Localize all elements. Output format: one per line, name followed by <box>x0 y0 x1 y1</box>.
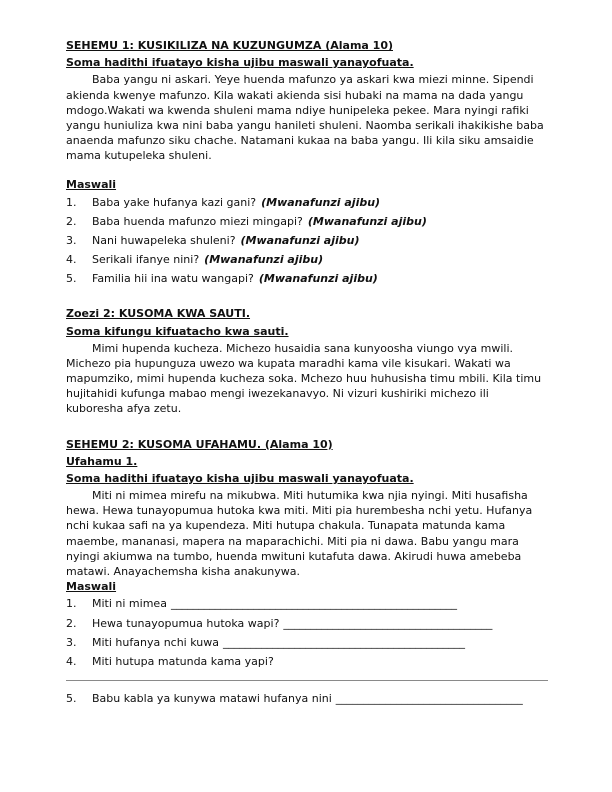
question-text <box>92 233 548 248</box>
sehemu2-subtitle: Ufahamu 1. <box>66 454 138 468</box>
sehemu1-question-list <box>66 195 548 287</box>
question-text <box>92 616 548 631</box>
question-body: Familia hii ina watu wangapi? <box>92 272 254 286</box>
question-text <box>92 271 548 286</box>
question-row <box>66 271 548 286</box>
question-row <box>66 252 548 267</box>
question-body: Hewa tunayopumua hutoka wapi? <box>92 616 280 630</box>
sehemu2-maswali-label: Maswali <box>66 580 117 594</box>
answer-blank: __________________________________ <box>335 692 523 706</box>
question-text <box>92 654 548 669</box>
answer-note: (Mwanafunzi ajibu) <box>261 195 381 209</box>
question-row <box>66 233 548 248</box>
sehemu1-instruction: Soma hadithi ifuatayo kisha ujibu maswali yanayofuata. <box>66 56 414 70</box>
section-sehemu1 <box>66 38 548 286</box>
question-row <box>66 635 548 650</box>
question-row <box>66 654 548 669</box>
question-body: Nani huwapeleka shuleni? <box>92 233 236 247</box>
question-row <box>66 195 548 210</box>
question-body: Miti hutupa matunda kama yapi? <box>92 654 274 668</box>
question-number: 2. <box>66 214 77 228</box>
answer-line <box>66 673 548 681</box>
question-number: 1. <box>66 195 77 209</box>
sehemu2-title: SEHEMU 2: KUSOMA UFAHAMU. (Alama 10) <box>66 437 333 451</box>
section-sehemu2 <box>66 437 548 707</box>
sehemu1-passage: Baba yangu ni askari. Yeye huenda mafunzo ya askari kwa miezi minne. Sipendi akienda kwenye mafunzo. Kila wakati akienda sisi hubaki na mama na dada yangu mdogo.Wakati wa kwenda shuleni mama ndiye hunipeleka pekee. Mara nyingi rafiki yangu huniuliza kwa nini baba yangu hanileti shuleni. Naomba serikali ihakikishe baba anaenda mafunzo siku chache. Natamani kukaa na baba yangu. Ili kila siku amsaidie mama kutupeleka shuleni. <box>66 73 544 163</box>
question-body: Baba huenda mafunzo miezi mingapi? <box>92 214 303 228</box>
question-number: 3. <box>66 233 77 247</box>
question-body: Babu kabla ya kunywa matawi hufanya nini <box>92 692 332 706</box>
question-body: Miti ni mimea <box>92 597 167 611</box>
zoezi2-instruction: Soma kifungu kifuatacho kwa sauti. <box>66 324 289 338</box>
question-text <box>92 252 548 267</box>
question-row <box>66 214 548 229</box>
question-body: Serikali ifanye nini? <box>92 253 200 267</box>
question-body: Miti hufanya nchi kuwa <box>92 635 219 649</box>
sehemu2-question-list <box>66 596 548 706</box>
sehemu2-passage: Miti ni mimea mirefu na mikubwa. Miti hutumika kwa njia nyingi. Miti husafisha hewa. Hewa tunayopumua hutoka kwa miti. Miti pia hurembesha nchi yetu. Hufanya nchi kukaa safi na ya kupendeza. Miti hutupa chakula. Tunapata matunda kama maembe, mananasi, mapera na maparachichi. Miti pia ni dawa. Babu yangu mara nyingi akiumwa na tumbo, huenda mwituni kutafuta dawa. Akirudi huwa amebeba matawi. Anayachemsha kisha anakunywa. <box>66 489 533 578</box>
answer-note: (Mwanafunzi ajibu) <box>307 214 427 228</box>
answer-note: (Mwanafunzi ajibu) <box>240 233 360 247</box>
answer-blank: ____________________________________________________ <box>170 597 457 611</box>
section-zoezi2 <box>66 306 548 416</box>
question-text <box>92 635 548 650</box>
question-body: Baba yake hufanya kazi gani? <box>92 195 257 209</box>
question-number: 5. <box>66 692 77 706</box>
question-number: 4. <box>66 654 77 668</box>
zoezi2-title: Zoezi 2: KUSOMA KWA SAUTI. <box>66 307 251 321</box>
answer-blank: ____________________________________________ <box>222 635 465 649</box>
question-row <box>66 616 548 631</box>
answer-note: (Mwanafunzi ajibu) <box>204 253 324 267</box>
question-number: 4. <box>66 253 77 267</box>
answer-blank: ______________________________________ <box>283 616 493 630</box>
question-number: 5. <box>66 272 77 286</box>
question-number: 1. <box>66 597 77 611</box>
question-text <box>92 691 548 706</box>
question-row <box>66 596 548 611</box>
question-row <box>66 691 548 706</box>
sehemu1-title: SEHEMU 1: KUSIKILIZA NA KUZUNGUMZA (Alama 10) <box>66 39 393 52</box>
question-text <box>92 214 548 229</box>
sehemu1-maswali-label: Maswali <box>66 178 117 192</box>
question-text <box>92 195 548 210</box>
question-text <box>92 596 548 611</box>
question-number: 2. <box>66 616 77 630</box>
sehemu2-instruction: Soma hadithi ifuatayo kisha ujibu maswali yanayofuata. <box>66 471 414 485</box>
question-number: 3. <box>66 635 77 649</box>
answer-note: (Mwanafunzi ajibu) <box>258 272 378 286</box>
zoezi2-passage: Mimi hupenda kucheza. Michezo husaidia sana kunyoosha viungo vya mwili. Michezo pia hupunguza uwezo wa kupata maradhi kama vile kisukari. Wakati wa mapumziko, mimi hupenda kucheza soka. Mchezo huu huhusisha timu mbili. Kila timu hujitahidi kufunga mabao mengi iwezekanavyo. Ni vizuri kushiriki michezo ili kuboresha afya zetu. <box>66 341 542 416</box>
